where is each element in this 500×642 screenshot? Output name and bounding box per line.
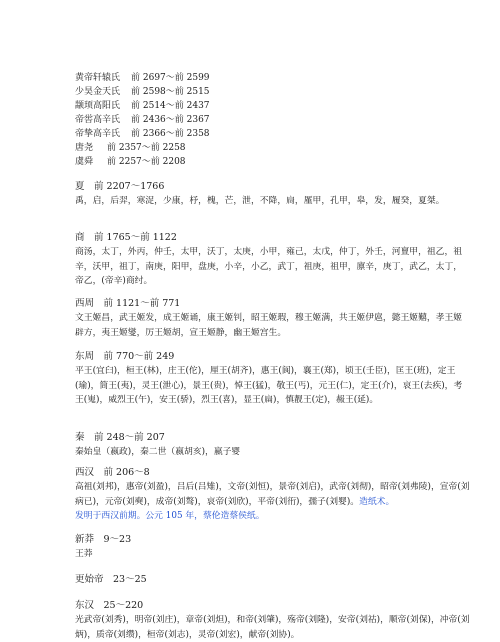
eastern-zhou-section <box>75 349 470 408</box>
dynasty-rulers: 王莽 <box>75 549 93 559</box>
qin-section <box>75 430 470 460</box>
ruler-years: 前 2257～前 2208 <box>107 157 186 167</box>
ruler-row <box>75 155 470 169</box>
dynasty-rulers: 光武帝(刘秀)，明帝(刘庄)，章帝(刘炟)，和帝(刘肇)，殇帝(刘隆)，安帝(刘祜)，顺帝(刘保)，冲帝(刘炳)，质帝(刘缵)，桓帝(刘志)，灵帝(刘宏)，献帝(刘协)。 <box>75 615 470 640</box>
dynasty-heading: 西周 前 1121～前 771 <box>75 298 181 309</box>
dynasty-heading: 西汉 前 206～8 <box>75 467 150 478</box>
ruler-years: 前 2514～前 2437 <box>131 101 210 111</box>
ruler-name: 少昊金天氏 <box>75 87 121 97</box>
xin-section <box>75 532 470 562</box>
dynasty-heading: 更始帝 23～25 <box>75 574 147 585</box>
ruler-name: 帝喾高辛氏 <box>75 115 121 125</box>
dynasty-rulers: 平王(宜臼)，桓王(林)，庄王(佗)，厘王(胡齐)，惠王(阆)，襄王(郑)，顷王(壬臣)，匡王(班)，定王(瑜)，简王(夷)，灵王(泄心)，景王(贵)，悼王(猛)，敬王(丐)，元王(仁)，定王(介)，哀王(去疾)，考王(嵬)，威烈王(午)，安王(骄)，烈王(喜)，显王(扁)，慎靓王(定)，赧王(延)。 <box>75 366 463 405</box>
xia-section <box>75 179 470 209</box>
dynasty-heading: 东汉 25～220 <box>75 600 144 611</box>
ruler-row <box>75 127 470 141</box>
dynasty-heading: 夏 前 2207～1766 <box>75 181 165 192</box>
dynasty-heading: 商 前 1765～前 1122 <box>75 232 177 243</box>
ruler-name: 黄帝轩辕氏 <box>75 73 121 83</box>
western-zhou-section <box>75 296 470 340</box>
ruler-years: 前 2357～前 2258 <box>107 143 186 153</box>
ruler-name: 唐尧 <box>75 143 94 153</box>
legendary-rulers-list <box>75 71 470 169</box>
ruler-years: 前 2598～前 2515 <box>131 87 210 97</box>
ruler-row <box>75 71 470 85</box>
ruler-years: 前 2436～前 2367 <box>131 115 210 125</box>
ruler-years: 前 2366～前 2358 <box>131 129 210 139</box>
ruler-row <box>75 99 470 113</box>
western-han-section <box>75 465 470 524</box>
shang-section <box>75 230 470 289</box>
ruler-row <box>75 113 470 127</box>
papermaking-note-line: 发明于西汉前期。公元 105 年，蔡伦造蔡侯纸。 <box>75 511 265 521</box>
dynasty-rulers <box>75 480 470 509</box>
ruler-years: 前 2697～前 2599 <box>131 73 210 83</box>
ruler-name: 虞舜 <box>75 157 94 167</box>
eastern-han-section <box>75 598 470 642</box>
dynasty-rulers: 文王姬昌，武王姬发，成王姬诵，康王姬钊，昭王姬瑕，穆王姬满，共王姬伊扈，懿王姬囏，孝王姬辟方，夷王姬燮，厉王姬胡，宣王姬静，幽王姬宫生。 <box>75 313 463 338</box>
dynasty-rulers: 商汤，太丁，外丙，仲壬，太甲，沃丁，太庚，小甲，雍己，太戊，仲丁，外壬，河亶甲，祖乙，祖辛，沃甲，祖丁，南庚，阳甲，盘庚，小辛，小乙，武丁，祖庚，祖甲，廪辛，庚丁，武乙，太丁，帝乙，(帝辛)商纣。 <box>75 247 463 286</box>
gengshi-section <box>75 572 470 587</box>
dynasty-rulers: 秦始皇（嬴政)，秦二世（嬴胡亥)，嬴子婴 <box>75 447 241 457</box>
papermaking-note: 造纸术。 <box>359 496 395 507</box>
ruler-name: 帝挚高辛氏 <box>75 129 121 139</box>
ruler-name: 颛顼高阳氏 <box>75 101 121 111</box>
dynasty-heading: 新莽 9～23 <box>75 534 132 545</box>
ruler-row <box>75 85 470 99</box>
dynasty-rulers: 禹，启，后羿，寒浞，少康，杼，槐，芒，泄，不降，扃，厪甲，孔甲，皋，发，履癸，夏桀。 <box>75 196 445 206</box>
dynasty-heading: 秦 前 248～前 207 <box>75 432 165 443</box>
dynasty-rulers-text: 高祖(刘邦)，惠帝(刘盈)，吕后(吕雉)，文帝(刘恒)，景帝(刘启)，武帝(刘彻)，昭帝(刘弗陵)，宣帝(刘病已)，元帝(刘奭)，成帝(刘骜)，哀帝(刘欣)，平帝(刘衎)，孺子(刘婴)。 <box>75 482 470 507</box>
dynasty-heading: 东周 前 770～前 249 <box>75 351 175 362</box>
ruler-row <box>75 141 470 155</box>
